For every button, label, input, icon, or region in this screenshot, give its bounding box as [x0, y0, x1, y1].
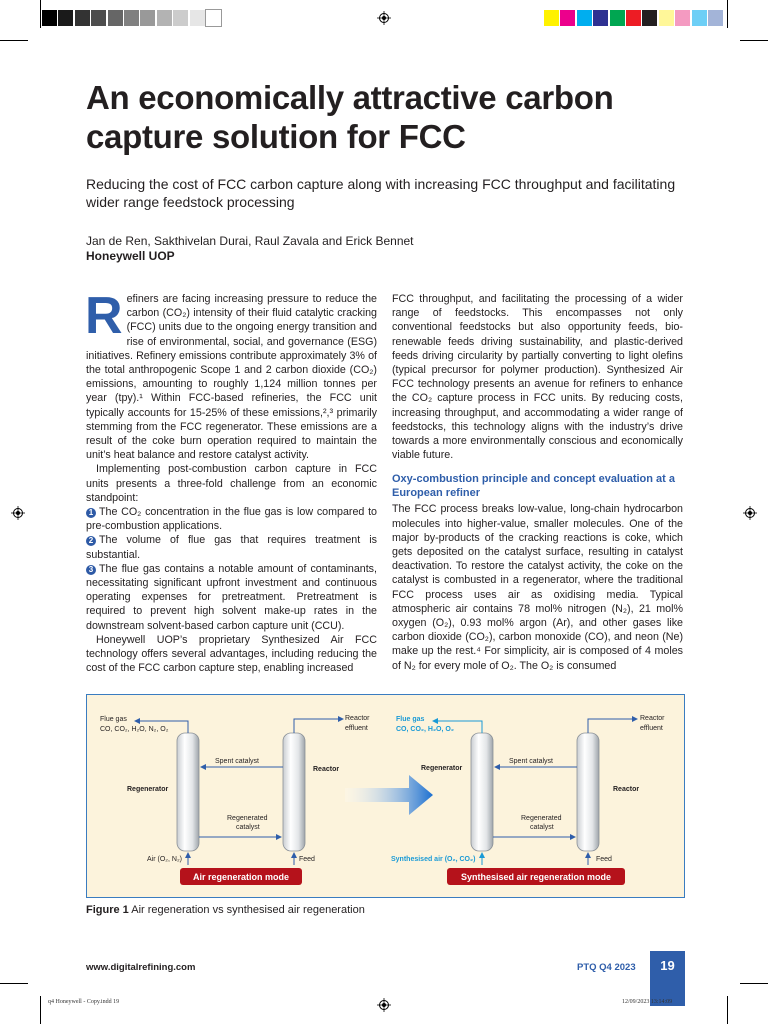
registration-mark-right [743, 506, 757, 520]
bullet-item-3: 3 The flue gas contains a notable amount of contaminants, necessitating significant upfront investment and continuous operating expenses for pretreatment. Pretreatment is required to prevent high solvent make-up rates in the downstream solvent-based carbon capture unit (CCU). [86, 562, 377, 632]
section-heading: Oxy-combustion principle and concept evaluation at a European refiner [392, 473, 675, 500]
print-slug-filename: q4 Honeywell - Copy.indd 19 [48, 999, 120, 1005]
color-swatch [560, 10, 575, 26]
svg-text:catalyst: catalyst [236, 824, 260, 831]
paragraph-fcc-process: The FCC process breaks low-value, long-chain hydrocarbon molecules into higher-value, smaller molecules. One of the major by-products of the cracking reactions is coke, which gets deposited on the catalyst surface, resulting in catalyst deactivation. To restore the catalyst activity, the coke on the catalyst is combusted in a regenerator, where the traditional FCC process uses air as oxidising media. Typical atmospheric air contains 78 mol% nitrogen (N₂), 21 mol% oxygen (O₂), 0.93 mol% argon (Ar), and other gases like carbon dioxide (CO₂), carbon monoxide (CO), and neon (Ne) make up the rest.⁴ For simplicity, air is composed of 4 moles of N₂ for every mole of O₂. The O₂ is consumed [392, 503, 683, 672]
right-panel [391, 715, 665, 885]
svg-text:catalyst: catalyst [530, 824, 554, 831]
registration-mark-bottom [377, 998, 391, 1012]
gray-swatch [75, 10, 90, 26]
color-swatch [675, 10, 690, 26]
figure-caption-label: Figure 1 [86, 904, 129, 916]
figure-caption [86, 904, 365, 916]
air-regeneration-mode-label: Air regeneration mode [192, 872, 290, 882]
color-swatch [593, 10, 608, 26]
number-bullet-icon: 3 [86, 565, 96, 575]
regenerator-label: Regenerator [127, 786, 169, 793]
bullet-item-2: 2 The volume of flue gas that requires treatment is substantial. [86, 534, 377, 561]
print-slug-timestamp: 12/09/2023 13:14:09 [622, 999, 673, 1005]
reactor-effluent-label: Reactor [345, 715, 370, 722]
color-swatch [708, 10, 723, 26]
flue-gas-composition: CO, CO₂, H₂O, N₂, O₂ [100, 726, 169, 733]
registration-mark-left [11, 506, 25, 520]
registration-mark-top [377, 11, 391, 25]
color-swatch [626, 10, 641, 26]
spent-catalyst-label: Spent catalyst [509, 758, 553, 765]
body-column-left [85, 287, 377, 675]
paragraph-technology: Honeywell UOP’s proprietary Synthesized Air FCC technology offers several advantages, including reducing the cost of the FCC carbon capture step, enabling increased [86, 633, 377, 675]
color-swatch [642, 10, 657, 26]
paragraph-intro: efiners are facing increasing pressure to reduce the carbon (CO₂) intensity of their fluid catalytic cracking (FCC) units due to the ongoing energy transition and rise of environmental, social, and governance (ESG) initiatives. Refinery emissions contribute approximately 3% of the total anthropogenic Scope 1 and 2 carbon dioxide (CO₂) emissions, amounting to roughly 1,124 million tonnes per year (tpy).¹ Within FCC-based refineries, the FCC unit typically accounts for 15-25% of these emissions,²,³ primarily stemming from the FCC regenerator. These emissions are a result of the coke burn operation required to maintain the unit’s heat balance and restore catalyst activity. [86, 293, 377, 462]
spent-catalyst-label: Spent catalyst [215, 758, 259, 765]
regenerator-vessel [177, 733, 199, 851]
number-bullet-icon: 1 [86, 508, 96, 518]
feed-label: Feed [299, 856, 315, 863]
body-column-right [392, 292, 683, 673]
svg-text:effluent: effluent [345, 725, 368, 732]
paragraph-challenge: Implementing post-combustion carbon capture in FCC units presents a three-fold challenge from an economic standpoint: [86, 463, 377, 504]
footer-issue: PTQ Q4 2023 [577, 962, 636, 973]
gray-swatch [173, 10, 188, 26]
gray-swatch [108, 10, 123, 26]
color-swatch [544, 10, 559, 26]
gray-swatch [206, 10, 221, 26]
figure-1 [86, 694, 685, 898]
gray-swatch [42, 10, 57, 26]
color-swatch [692, 10, 707, 26]
regenerated-catalyst-label: Regenerated [227, 815, 268, 822]
flue-gas-label: Flue gas [100, 716, 127, 723]
figure-caption-text: Air regeneration vs synthesised air regeneration [131, 904, 365, 916]
gray-swatch [190, 10, 205, 26]
flue-gas-label: Flue gas [396, 716, 425, 723]
flue-gas-composition: CO, CO₂, H₂O, O₂ [396, 726, 454, 733]
reactor-vessel [577, 733, 599, 851]
gray-swatch [91, 10, 106, 26]
feed-label: Feed [596, 856, 612, 863]
svg-text:effluent: effluent [640, 725, 663, 732]
color-swatch [659, 10, 674, 26]
synthesised-air-inlet-label: Synthesised air (O₂, CO₂) [391, 856, 476, 863]
article-authors: Jan de Ren, Sakthivelan Durai, Raul Zavala and Erick Bennet [86, 234, 414, 248]
reactor-label: Reactor [313, 766, 340, 773]
air-inlet-label: Air (O₂, N₂) [147, 856, 182, 863]
paragraph-throughput: FCC throughput, and facilitating the processing of a wider range of feedstocks. This encompasses not only conventional feedstocks but also opportunity feeds, bio-renewable feeds driving sustainability, and plastic-derived feeds driving circularity by partially converting to light olefins (typical precursor for polymer production). Synthesized Air FCC technology presents an avenue for refiners to enhance the CO₂ capture process in FCC units. By reducing costs, increasing throughput, and accommodating a wider range of feedstocks, this technology aligns with the industry’s drive towards a more environmentally conscious and economically viable future. [392, 293, 683, 462]
gray-swatch [157, 10, 172, 26]
article-company: Honeywell UOP [86, 249, 175, 263]
drop-cap: R [85, 287, 123, 345]
footer-website-link[interactable]: www.digitalrefining.com [86, 962, 196, 973]
left-panel [100, 715, 370, 885]
synthesised-air-regeneration-mode-label: Synthesised air regeneration mode [460, 872, 612, 882]
color-swatch [610, 10, 625, 26]
reactor-effluent-label: Reactor [640, 715, 665, 722]
reactor-label: Reactor [613, 786, 640, 793]
regenerator-label: Regenerator [421, 765, 463, 772]
gray-swatch [140, 10, 155, 26]
transition-arrow-icon [345, 775, 433, 815]
gray-swatch [124, 10, 139, 26]
article-subtitle: Reducing the cost of FCC carbon capture along with increasing FCC throughput and facilitating wider range feedstock processing [86, 176, 676, 210]
bullet-item-1: 1 The CO₂ concentration in the flue gas is low compared to pre-combustion applications. [86, 506, 377, 533]
regenerator-vessel [471, 733, 493, 851]
page-number: 19 [660, 958, 675, 973]
figure-diagram [87, 695, 684, 897]
number-bullet-icon: 2 [86, 536, 96, 546]
page-number-box [650, 951, 685, 1006]
article-title: An economically attractive carbon capture solution for FCC [86, 79, 614, 155]
color-swatch [577, 10, 592, 26]
regenerated-catalyst-label: Regenerated [521, 815, 562, 822]
reactor-vessel [283, 733, 305, 851]
gray-swatch [58, 10, 73, 26]
